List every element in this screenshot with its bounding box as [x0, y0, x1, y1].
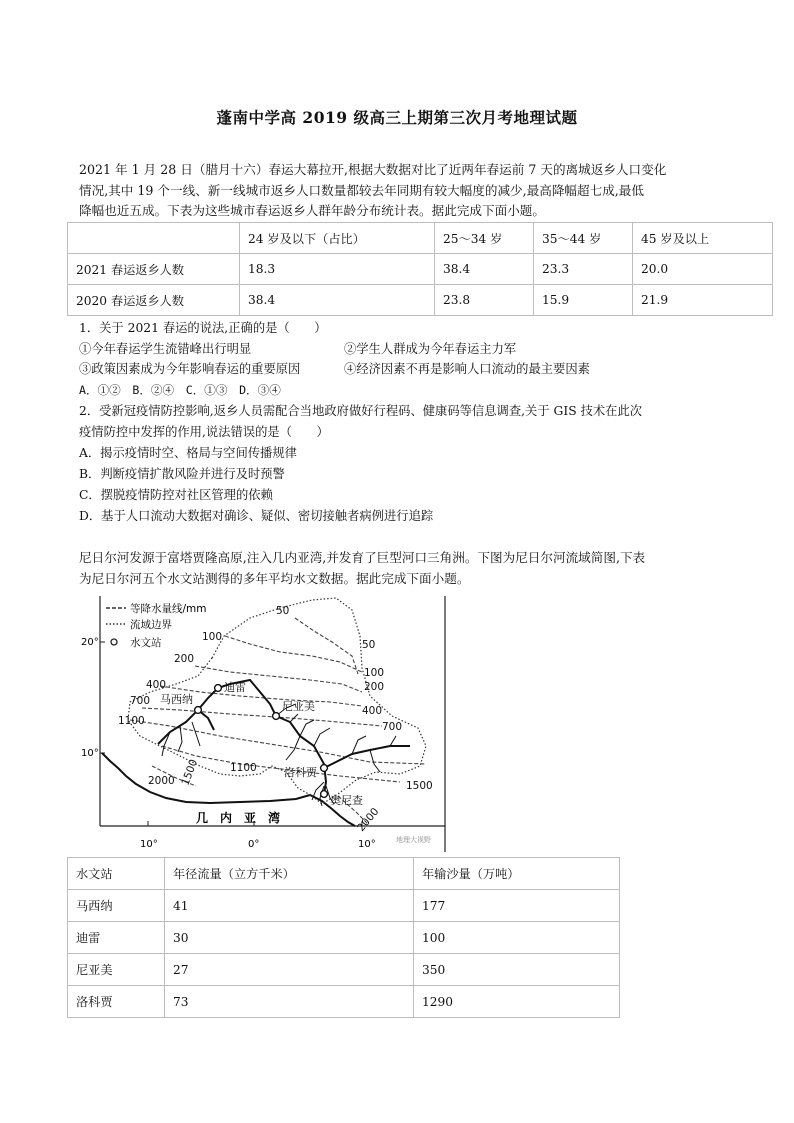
isohyet-label: 100: [364, 667, 385, 679]
station-icon: [111, 639, 117, 645]
hydro-data-table: [67, 857, 620, 1018]
table-cell: 20.0: [633, 254, 773, 285]
isohyet-label: 1500: [179, 757, 200, 788]
intro1-line: 情况,其中 19 个一线、新一线城市返乡人口数量都较去年同期有较大幅度的减少,最高降幅超七成,最低: [79, 182, 644, 198]
intro2-line: 尼日尔河发源于富塔贾隆高原,注入几内亚湾,并发育了巨型河口三角洲。下图为尼日尔河流域简图,下表: [79, 550, 646, 565]
legend-isohyet-label: 等降水量线/mm: [130, 603, 207, 615]
table-header-cell: 年输沙量（万吨）: [414, 858, 620, 890]
table-header-cell: [68, 223, 240, 254]
station-label: 迪雷: [224, 681, 246, 694]
sea-label: 几 内 亚 湾: [196, 811, 281, 825]
station-label: 马西纳: [160, 693, 193, 706]
intro2-line: 为尼日尔河五个水文站测得的多年平均水文数据。据此完成下面小题。: [79, 570, 470, 586]
table-row: [68, 890, 620, 922]
station-label: 洛科贾: [284, 766, 317, 779]
isohyet-label: 700: [130, 695, 151, 707]
question-1-stem: 1．关于 2021 春运的说法,正确的是（ ）: [79, 321, 327, 335]
niger-river-map: [81, 596, 448, 852]
table-cell: 21.9: [633, 285, 773, 316]
isohyet-label: 400: [362, 705, 383, 717]
q2-option-a: A．揭示疫情时空、格局与空间传播规律: [79, 446, 297, 460]
table-cell: 马西纳: [68, 890, 165, 922]
lat-label: 20°: [81, 637, 99, 648]
table-header-cell: 年径流量（立方千米）: [165, 858, 414, 890]
table-cell: 41: [165, 890, 414, 922]
map-legend: [106, 602, 207, 649]
table-header-row: [68, 858, 620, 890]
table-cell: 1290: [414, 986, 620, 1018]
lon-label: 10°: [140, 839, 158, 850]
table-header-cell: 24 岁及以下（占比）: [240, 223, 435, 254]
table-cell: 18.3: [240, 254, 435, 285]
table-header-cell: 水文站: [68, 858, 165, 890]
table-row: [68, 954, 620, 986]
q1-option: ②学生人群成为今年春运主力军: [344, 342, 517, 356]
intro-paragraph-2: [79, 548, 719, 589]
table-cell: 尼亚美: [68, 954, 165, 986]
table-cell: 2021 春运返乡人数: [68, 254, 240, 285]
table-cell: 23.3: [534, 254, 633, 285]
isohyet-label: 2000: [148, 775, 175, 787]
table-header-cell: 45 岁及以上: [633, 223, 773, 254]
table-row: [68, 285, 773, 316]
table-row: [68, 922, 620, 954]
isohyet-label: 700: [382, 721, 403, 733]
q2-option-d: D．基于人口流动大数据对确诊、疑似、密切接触者病例进行追踪: [79, 509, 434, 523]
intro1-line: 2021 年 1 月 28 日（腊月十六）春运大幕拉开,根据大数据对比了近两年春运前 7 天的离城返乡人口变化: [79, 162, 667, 177]
q1-option: ④经济因素不再是影响人口流动的最主要因素: [344, 362, 590, 376]
isohyet-label: 50: [362, 639, 376, 651]
table-cell: 38.4: [240, 285, 435, 316]
q1-option: ③政策因素成为今年影响春运的重要原因: [79, 362, 301, 376]
intro1-line: 降幅也近五成。下表为这些城市春运返乡人群年龄分布统计表。据此完成下面小题。: [79, 203, 545, 218]
lat-label: 10°: [81, 748, 99, 759]
question-2-stem: 2．受新冠疫情防控影响,返乡人员需配合当地政府做好行程码、健康码等信息调查,关于 GIS 技术在此次: [79, 404, 643, 418]
table-cell: 15.9: [534, 285, 633, 316]
station-icon: [321, 791, 328, 798]
table-cell: 73: [165, 986, 414, 1018]
isohyet-label: 1100: [230, 762, 257, 774]
lon-label: 10°: [358, 839, 376, 850]
q2-option-b: B．判断疫情扩散风险并进行及时预警: [79, 467, 285, 481]
q1-option: ①今年春运学生流错峰出行明显: [79, 342, 252, 356]
question-2-stem-cont: 疫情防控中发挥的作用,说法错误的是（ ）: [79, 425, 329, 439]
isohyet-label: 400: [146, 679, 167, 691]
station-labels: [160, 680, 363, 807]
q2-option-c: C．摆脱疫情防控对社区管理的依赖: [79, 488, 273, 502]
table-cell: 23.8: [435, 285, 534, 316]
lon-label: 0°: [248, 839, 260, 850]
isohyet-label: 2000: [355, 805, 382, 834]
isohyet-label: 1100: [118, 715, 145, 727]
q1-choices: A．①② B．②④ C．①③ D．③④: [79, 383, 281, 397]
table-cell: 38.4: [435, 254, 534, 285]
table-cell: 洛科贾: [68, 986, 165, 1018]
table-cell: 迪雷: [68, 922, 165, 954]
station-icon: [321, 765, 328, 772]
isohyet-label: 50: [276, 605, 290, 617]
table-header-cell: 35～44 岁: [534, 223, 633, 254]
station-label: 奥尼查: [330, 794, 363, 807]
intro-paragraph-1: [79, 160, 719, 222]
station-icon: [215, 685, 222, 692]
station-icon: [273, 713, 280, 720]
isohyet-label: 200: [174, 653, 195, 665]
table-header-cell: 25～34 岁: [435, 223, 534, 254]
table-row: [68, 254, 773, 285]
table-cell: 177: [414, 890, 620, 922]
legend-station-label: 水文站: [130, 637, 162, 649]
table-header-row: [68, 223, 773, 254]
table-cell: 27: [165, 954, 414, 986]
watermark: 地理大视野: [396, 836, 431, 844]
table-cell: 2020 春运返乡人数: [68, 285, 240, 316]
age-distribution-table: [67, 222, 773, 316]
tributaries: [162, 704, 396, 806]
station-icon: [195, 707, 202, 714]
isohyet-label: 1500: [406, 780, 433, 792]
table-cell: 100: [414, 922, 620, 954]
legend-boundary-label: 流域边界: [130, 619, 172, 631]
table-cell: 30: [165, 922, 414, 954]
table-cell: 350: [414, 954, 620, 986]
isohyet-label: 200: [364, 681, 385, 693]
page-title: 蓬南中学高 2019 级高三上期第三次月考地理试题: [216, 108, 578, 127]
station-label: 尼亚美: [282, 700, 315, 713]
isohyet-label: 100: [202, 631, 223, 643]
table-row: [68, 986, 620, 1018]
